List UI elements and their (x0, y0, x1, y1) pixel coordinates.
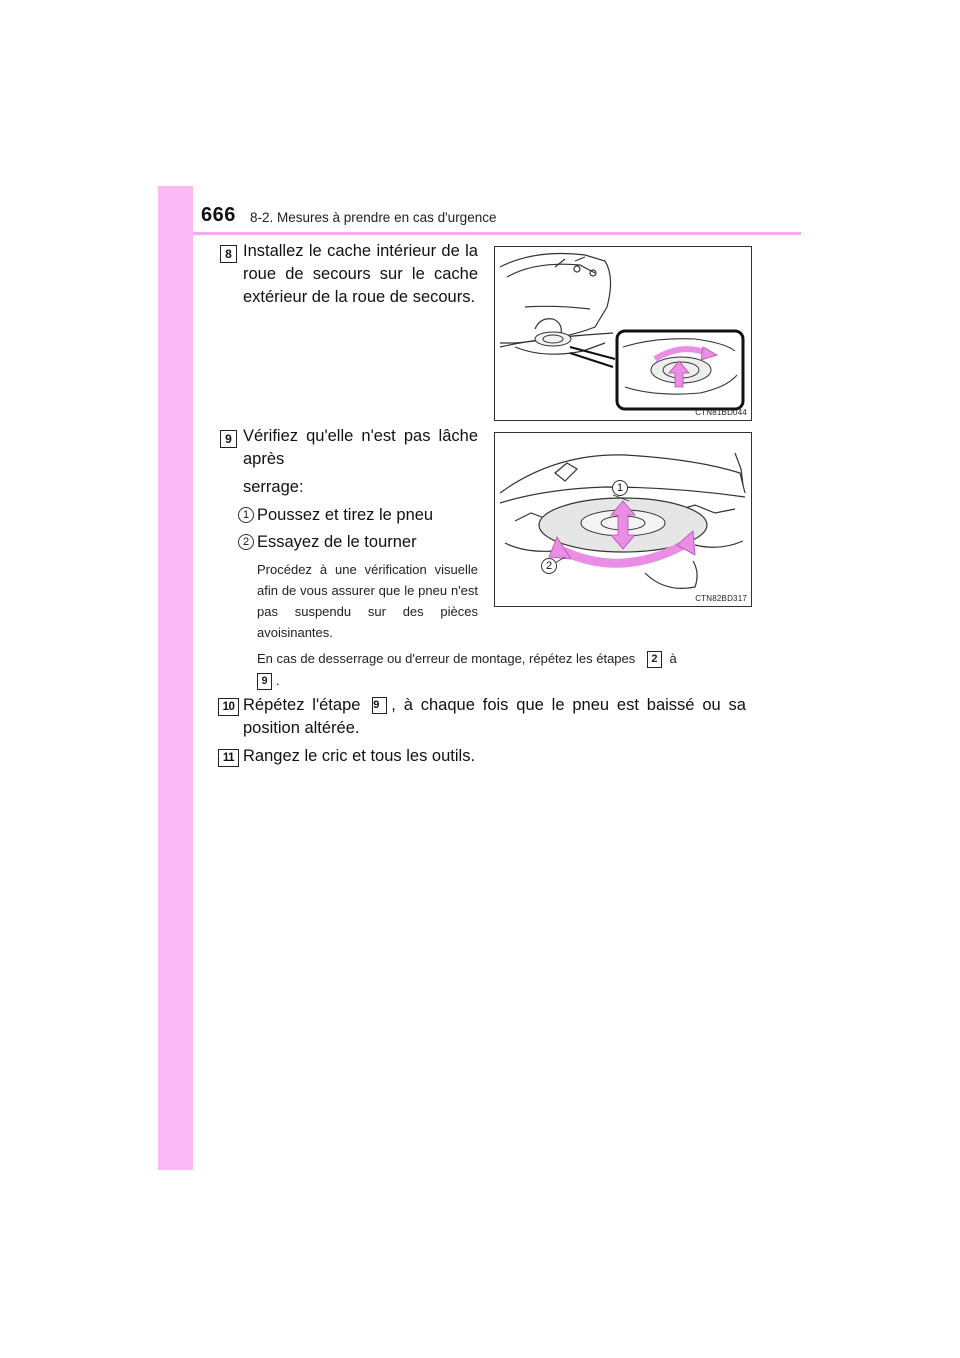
note-2-a: à (669, 651, 677, 666)
step-number-8: 8 (220, 245, 237, 263)
side-tab-band (158, 186, 193, 1170)
step-9-note-2-end (257, 670, 280, 691)
step-10-text-post: , à chaque fois que le pneu est baissé ou sa position altérée. (243, 696, 746, 737)
step-9-text-line2: serrage: (243, 478, 304, 496)
step-10-text (243, 694, 746, 740)
sub-item-1-text: Poussez et tirez le pneu (257, 506, 434, 524)
spare-wheel-cover-illustration (495, 247, 751, 420)
section-title: 8-2. Mesures à prendre en cas d'urgence (250, 210, 497, 225)
step-ref-2: 2 (647, 651, 662, 668)
header-rule (193, 232, 801, 235)
step-ref-9: 9 (257, 673, 272, 690)
step-9-note: Procédez à une vérification visuelle afin de vous assurer que le pneu n'est pas suspendu sur des pièces avoisinantes. (257, 562, 478, 640)
page-number: 666 (201, 204, 236, 226)
figure-code-2: CTN82BD317 (695, 594, 747, 603)
figure-tire-check (494, 432, 752, 607)
step-9-text-line1: Vérifiez qu'elle n'est pas lâche après (243, 427, 478, 468)
step-10-text-pre: Répétez l'étape (243, 696, 361, 714)
step-number-11: 11 (218, 749, 239, 767)
step-ref-9-inline: 9 (372, 697, 387, 714)
step-8-text: Installez le cache intérieur de la roue de secours sur le cache extérieur de la roue de secours. (243, 242, 478, 306)
figure-code-1: CTN81BD044 (695, 408, 747, 417)
note-2-text: En cas de desserrage ou d'erreur de montage, répétez les étapes (257, 651, 636, 666)
step-number-9: 9 (220, 430, 237, 448)
tire-check-illustration (495, 433, 751, 606)
step-9-note-2 (257, 648, 752, 669)
sub-item-number-1: 1 (238, 507, 254, 523)
sub-item-number-2: 2 (238, 534, 254, 550)
figure-label-1: 1 (612, 480, 628, 496)
figure-label-2: 2 (541, 558, 557, 574)
note-2-period: . (276, 673, 280, 688)
sub-item-2-text: Essayez de le tourner (257, 533, 417, 551)
step-number-10: 10 (218, 698, 239, 716)
figure-spare-wheel-cover (494, 246, 752, 421)
step-11-text: Rangez le cric et tous les outils. (243, 747, 476, 765)
